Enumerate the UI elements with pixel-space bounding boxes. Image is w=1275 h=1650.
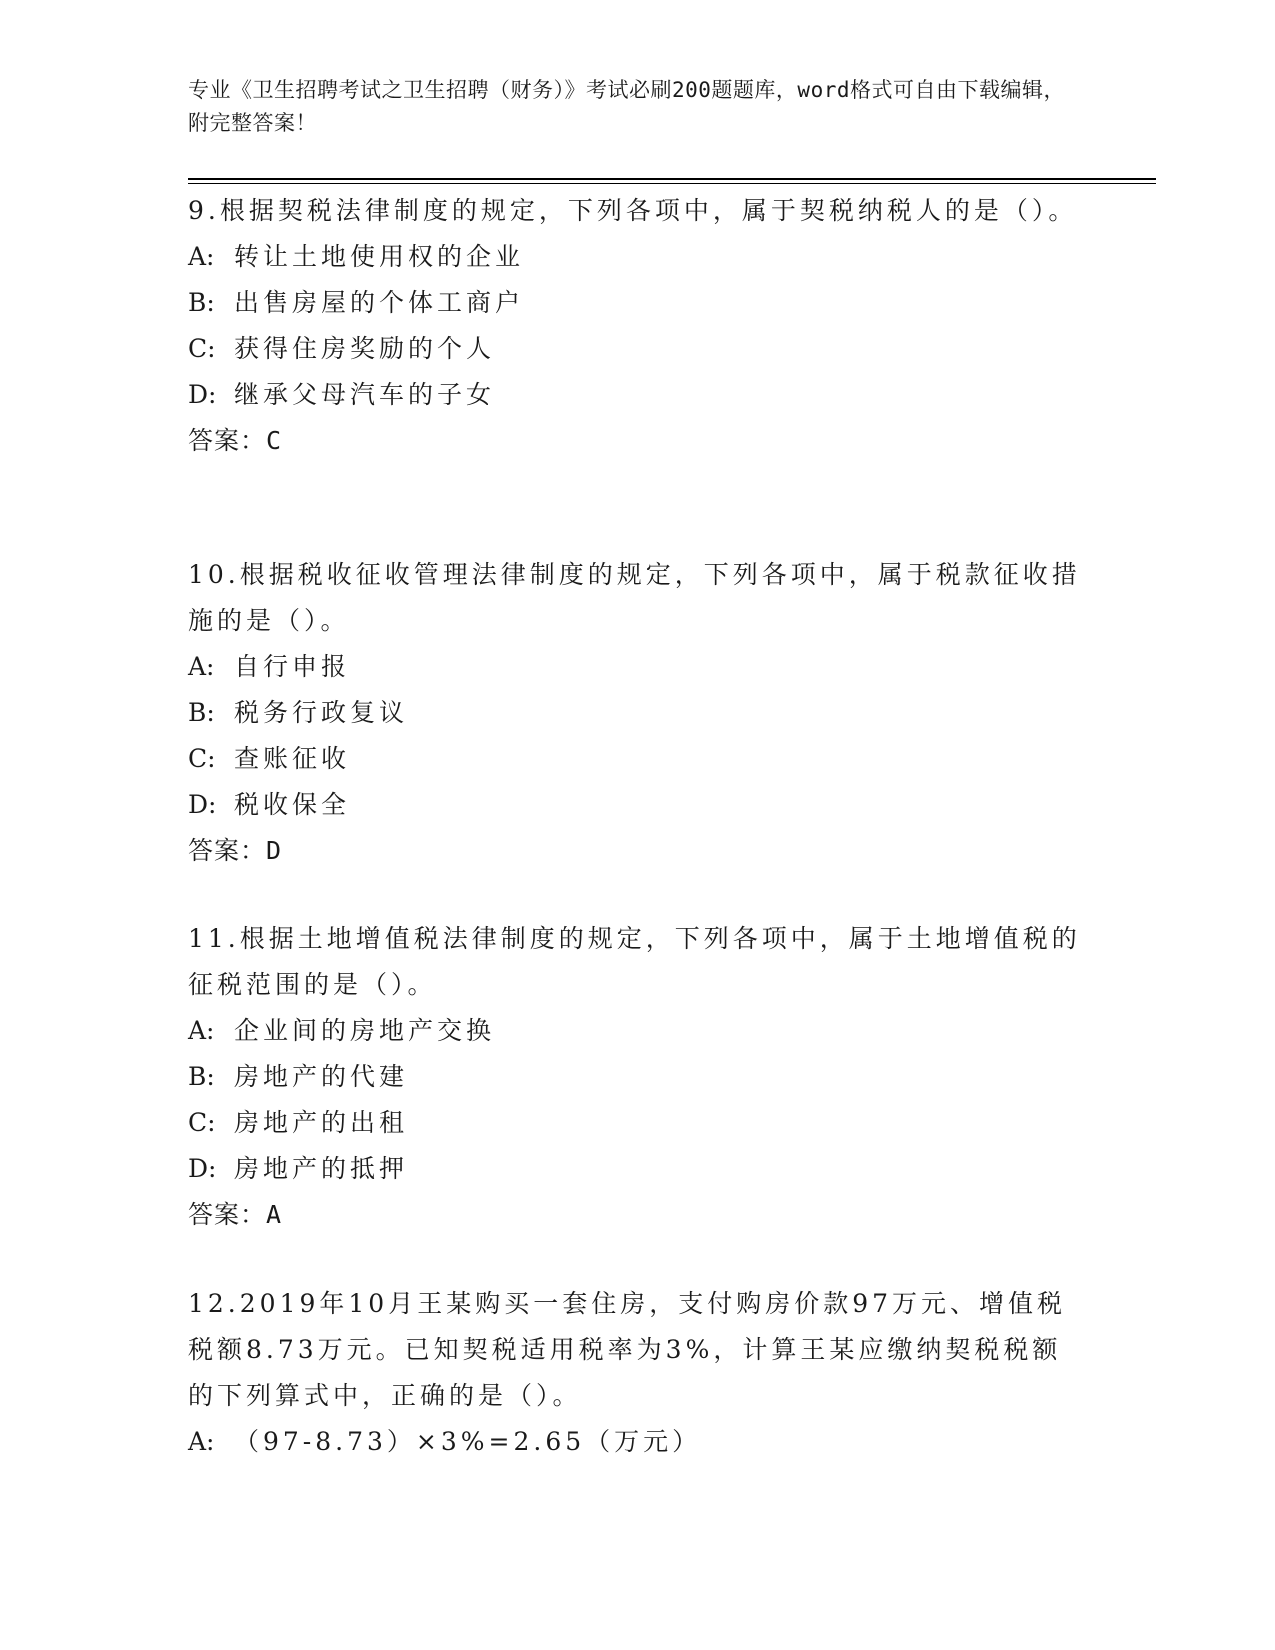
option-b: [188, 690, 1088, 736]
option-d: [188, 782, 1088, 828]
option-key: A:: [188, 1016, 215, 1045]
answer-line: [188, 418, 1088, 464]
option-a: [188, 234, 1088, 280]
option-text: 房地产的出租: [234, 1108, 409, 1137]
option-text: 税务行政复议: [234, 698, 409, 727]
question-stem: 11.根据土地增值税法律制度的规定，下列各项中，属于土地增值税的征税范围的是（）。: [188, 924, 1081, 999]
option-text: 房地产的代建: [234, 1062, 409, 1091]
option-text: 查账征收: [234, 744, 351, 773]
option-key: B:: [188, 1062, 215, 1091]
option-text: 继承父母汽车的子女: [234, 380, 496, 409]
header-divider-thin: [188, 183, 1156, 184]
option-key: C:: [188, 1108, 216, 1137]
question-11: [188, 916, 1088, 1238]
option-c: [188, 736, 1088, 782]
option-a: [188, 1419, 1088, 1465]
option-text: 获得住房奖励的个人: [234, 334, 496, 363]
option-key: B:: [188, 698, 215, 727]
option-text: 房地产的抵押: [234, 1154, 409, 1183]
answer-label: 答案：: [188, 1200, 267, 1229]
option-key: A:: [188, 1427, 215, 1456]
option-c: [188, 1100, 1088, 1146]
question-9: [188, 188, 1088, 464]
option-a: [188, 644, 1088, 690]
option-key: C:: [188, 744, 216, 773]
answer-value: C: [266, 426, 283, 455]
question-stem: 10.根据税收征收管理法律制度的规定，下列各项中，属于税款征收措施的是（）。: [188, 560, 1081, 635]
option-text: 自行申报: [234, 652, 351, 681]
option-text: 转让土地使用权的企业: [234, 242, 525, 271]
option-text: 出售房屋的个体工商户: [234, 288, 525, 317]
question-10: [188, 552, 1088, 874]
option-a: [188, 1008, 1088, 1054]
option-key: C:: [188, 334, 216, 363]
answer-value: A: [266, 1200, 283, 1229]
option-key: A:: [188, 652, 215, 681]
option-key: A:: [188, 242, 215, 271]
question-stem: 9.根据契税法律制度的规定，下列各项中，属于契税纳税人的是（）。: [188, 196, 1078, 225]
option-key: D:: [188, 790, 217, 819]
header-divider-thick: [188, 178, 1156, 180]
answer-value: D: [266, 836, 283, 865]
answer-line: [188, 1192, 1088, 1238]
option-b: [188, 1054, 1088, 1100]
option-key: B:: [188, 288, 215, 317]
option-text: 税收保全: [234, 790, 351, 819]
option-d: [188, 1146, 1088, 1192]
option-key: D:: [188, 1154, 217, 1183]
option-b: [188, 280, 1088, 326]
answer-line: [188, 828, 1088, 874]
answer-label: 答案：: [188, 426, 267, 455]
option-c: [188, 326, 1088, 372]
option-text: （97-8.73）×3%=2.65（万元）: [234, 1427, 702, 1456]
option-d: [188, 372, 1088, 418]
answer-label: 答案：: [188, 836, 267, 865]
question-12: [188, 1281, 1088, 1465]
option-text: 企业间的房地产交换: [234, 1016, 496, 1045]
option-key: D:: [188, 380, 217, 409]
question-stem: 12.2019年10月王某购买一套住房，支付购房价款97万元、增值税税额8.73万元。已知契税适用税率为3%，计算王某应缴纳契税税额的下列算式中，正确的是（）。: [188, 1289, 1067, 1410]
document-header: 专业《卫生招聘考试之卫生招聘（财务）》考试必刷200题题库，word格式可自由下载编辑，附完整答案！: [188, 78, 1065, 135]
